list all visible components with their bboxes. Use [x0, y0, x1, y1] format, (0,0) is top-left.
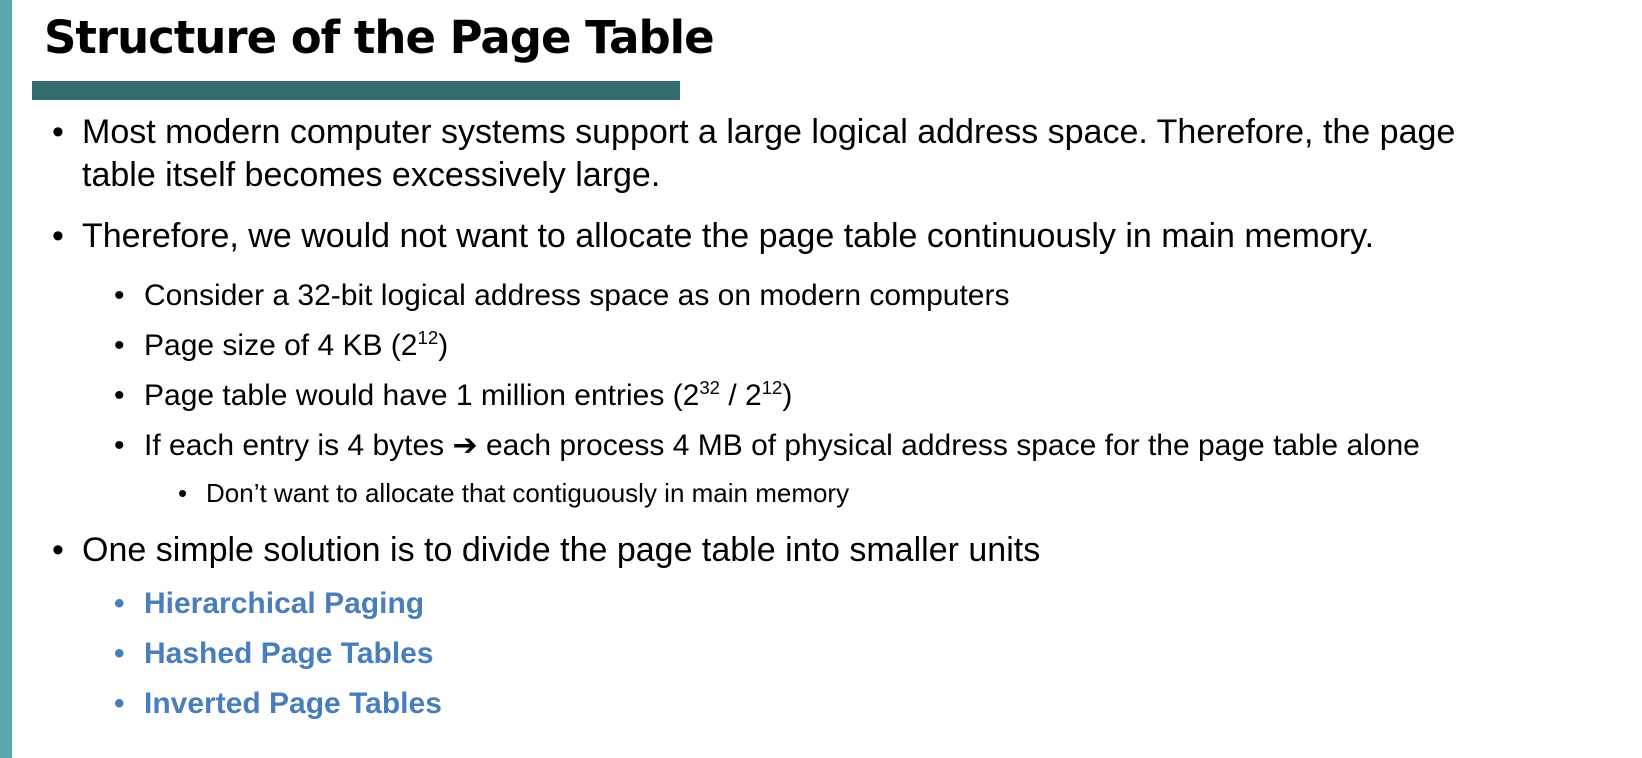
bullet-large-address-space	[52, 110, 1456, 155]
sub-bullet-entries	[114, 376, 793, 416]
text-part: )	[438, 329, 449, 362]
bullet-text: Therefore, we would not want to allocate the page table continuously in main memory.	[82, 217, 1375, 255]
title-underline	[32, 81, 680, 100]
bullet-text: Consider a 32-bit logical address space as on modern computers	[144, 279, 1010, 312]
bullet-text: table itself becomes excessively large.	[82, 156, 661, 194]
bullet-simple-solution	[52, 528, 1041, 573]
link-hierarchical-paging[interactable]	[114, 584, 425, 624]
bullet-dot: •	[52, 113, 64, 151]
link-text[interactable]: Hierarchical Paging	[144, 587, 425, 620]
superscript: 32	[699, 377, 721, 398]
bullet-text	[144, 429, 1420, 462]
text-part: Page table would have 1 million entries (2	[144, 379, 700, 412]
text-part: If each entry is 4 bytes	[144, 429, 453, 462]
bullet-dot: •	[114, 429, 125, 462]
bullet-dot: •	[52, 531, 64, 569]
link-hashed-page-tables[interactable]	[114, 634, 434, 674]
bullet-dot: •	[114, 687, 125, 720]
text-part: / 2	[720, 379, 762, 412]
text-part: Page size of 4 KB (2	[144, 329, 418, 362]
superscript: 12	[417, 327, 439, 348]
bullet-not-continuous	[52, 214, 1375, 259]
bullet-text: One simple solution is to divide the page table into smaller units	[82, 531, 1041, 569]
superscript: 12	[761, 377, 783, 398]
link-text[interactable]: Hashed Page Tables	[144, 637, 434, 670]
link-text[interactable]: Inverted Page Tables	[144, 687, 442, 720]
arrow-right-icon: ➔	[452, 429, 478, 462]
bullet-dot: •	[52, 217, 64, 255]
bullet-large-address-space-continued	[82, 153, 660, 198]
text-part: each process 4 MB of physical address space for the page table alone	[477, 429, 1420, 462]
slide-title: Structure of the Page Table	[44, 11, 714, 64]
sub-bullet-entry-size	[114, 426, 1420, 466]
bullet-text	[144, 379, 792, 412]
bullet-text	[144, 329, 448, 362]
bullet-dot: •	[114, 587, 125, 620]
bullet-dot: •	[178, 478, 188, 508]
left-accent-bar	[0, 0, 12, 758]
sub-bullet-32bit	[114, 276, 1010, 316]
text-part: )	[782, 379, 793, 412]
bullet-dot: •	[114, 279, 125, 312]
link-inverted-page-tables[interactable]	[114, 684, 442, 724]
sub-bullet-page-size	[114, 326, 449, 366]
bullet-text: Most modern computer systems support a large logical address space. Therefore, the page	[82, 113, 1456, 151]
bullet-dot: •	[114, 329, 125, 362]
bullet-text: Don’t want to allocate that contiguously in main memory	[206, 478, 850, 508]
sub-sub-bullet-contiguous	[178, 476, 850, 510]
bullet-dot: •	[114, 379, 125, 412]
bullet-dot: •	[114, 637, 125, 670]
